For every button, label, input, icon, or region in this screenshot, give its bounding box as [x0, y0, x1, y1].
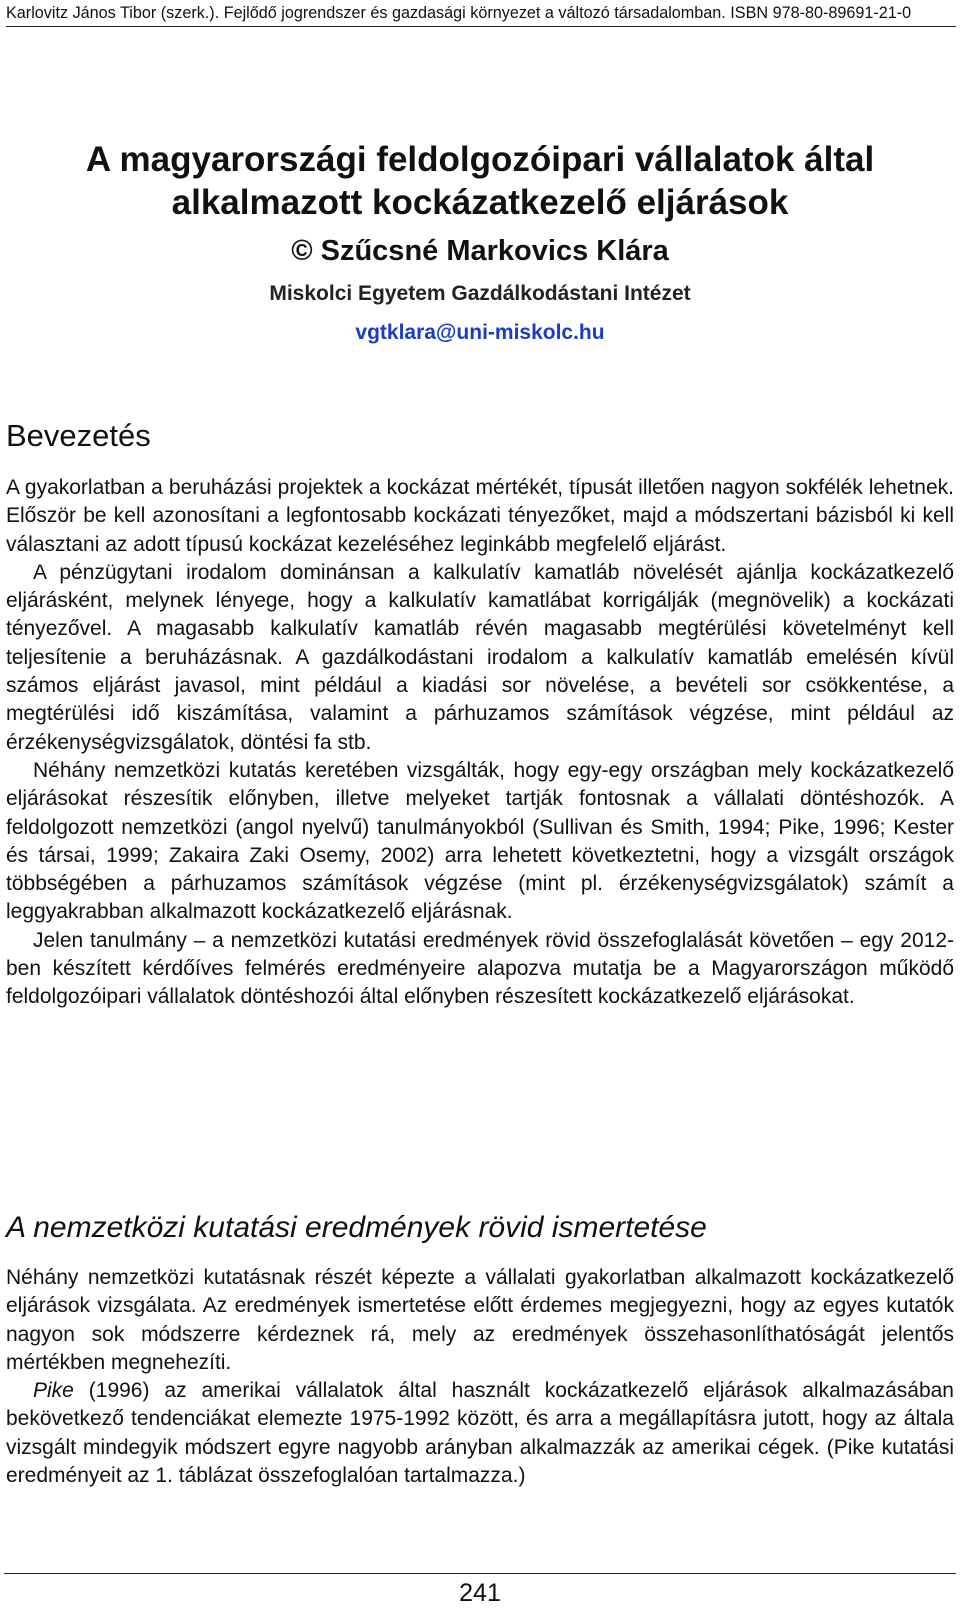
paragraph: Néhány nemzetközi kutatás keretében vizsgálták, hogy egy-egy országban mely kockázatkezelő eljárásokat részesítik előnyben, illetve melyeket tartják fontosnak a vállalati döntéshozók. A feldolgozott nemzetközi (angol nyelvű) tanulmányokból (Sullivan és Smith, 1994; Pike, 1996; Kester és társai, 1999; Zakaira Zaki Osemy, 2002) arra lehetett következtetni, hogy a vizsgált országok többségében a párhuzamos számítások végzése (mint pl. érzékenységvizsgálatok) számít a leggyakrabban alkalmazott kockázatkezelő eljárásnak. — [6, 758, 954, 924]
section-body-international — [6, 1264, 954, 1490]
author-line — [0, 233, 960, 269]
section-heading-international: A nemzetközi kutatási eredmények rövid ismertetése — [6, 1211, 707, 1244]
section-body-intro — [6, 474, 954, 1012]
title-block — [0, 138, 960, 346]
paragraph: A gyakorlatban a beruházási projektek a kockázat mértékét, típusát illetően nagyon sokfélék lehetnek. Először be kell azonosítani a legfontosabb kockázati tényezőket, majd a módszertani bázisból ki kell választani az adott típusú kockázat kezeléséhez leginkább megfelelő eljárást. — [6, 476, 954, 556]
author-name: Szűcsné Markovics Klára — [320, 235, 669, 267]
section-heading-intro: Bevezetés — [6, 418, 151, 453]
running-header: Karlovitz János Tibor (szerk.). Fejlődő jogrendszer és gazdasági környezet a változó társadalomban. ISBN 978-80-89691-21-0 — [6, 4, 956, 27]
page-number: 241 — [459, 1579, 501, 1607]
author-email-link[interactable]: vgtklara@uni-miskolc.hu — [355, 321, 605, 344]
title-line-2: alkalmazott kockázatkezelő eljárások — [171, 183, 789, 222]
pike-paragraph-text: (1996) az amerikai vállalatok által használt kockázatkezelő eljárások alkalmazásában bekövetkező tendenciákat elemezte 1975-1992 között, és arra a megállapításra jutott, hogy az általa vizsgált mindegyik módszert egyre nagyobb arányban alkalmazzák az amerikai cégek. (Pike kutatási eredményeit az 1. táblázat összefoglalóan tartalmazza.) — [6, 1379, 954, 1488]
footer-divider — [4, 1573, 956, 1574]
copyright-icon: © — [291, 235, 313, 267]
title-line-1: A magyarországi feldolgozóipari vállalatok által — [85, 140, 875, 179]
paragraph: A pénzügytani irodalom dominánsan a kalkulatív kamatláb növelését ajánlja kockázatkezelő eljárásként, melynek lényege, hogy a kalkulatív kamatlábat korrigálják (megnövelik) a kockázati tényezővel. A magasabb kalkulatív kamatláb révén magasabb megtérülési követelményt kell teljesítenie a beruházásnak. A gazdálkodástani irodalom a kalkulatív kamatláb emelésén kívül számos eljárást javasol, mint például a kiadási sor növelése, a bevételi sor csökkentése, a megtérülési idő kiszámítása, valamint a párhuzamos számítások végzése, mint például az érzékenységvizsgálatok, döntési fa stb. — [6, 560, 954, 754]
paragraph: Néhány nemzetközi kutatásnak részét képezte a vállalati gyakorlatban alkalmazott kockázatkezelő eljárások vizsgálata. Az eredmények ismertetése előtt érdemes megjegyezni, hogy az egyes kutatók nagyon sok módszerre kérdeznek rá, mely az eredmények összehasonlíthatóságát jelentős mértékben megnehezíti. — [6, 1266, 954, 1374]
paragraph: Jelen tanulmány – a nemzetközi kutatási eredmények rövid összefoglalását követően – egy 2012-ben készített kérdőíves felmérés eredményeire alapozva mutatja be a Magyarországon működő feldolgozóipari vállalatok döntéshozói által előnyben részesített kockázatkezelő eljárásokat. — [6, 928, 954, 1009]
paragraph-pike — [6, 1377, 954, 1490]
pike-author-italic: Pike — [33, 1379, 74, 1403]
article-title — [0, 138, 960, 224]
affiliation: Miskolci Egyetem Gazdálkodástani Intézet — [269, 282, 691, 305]
